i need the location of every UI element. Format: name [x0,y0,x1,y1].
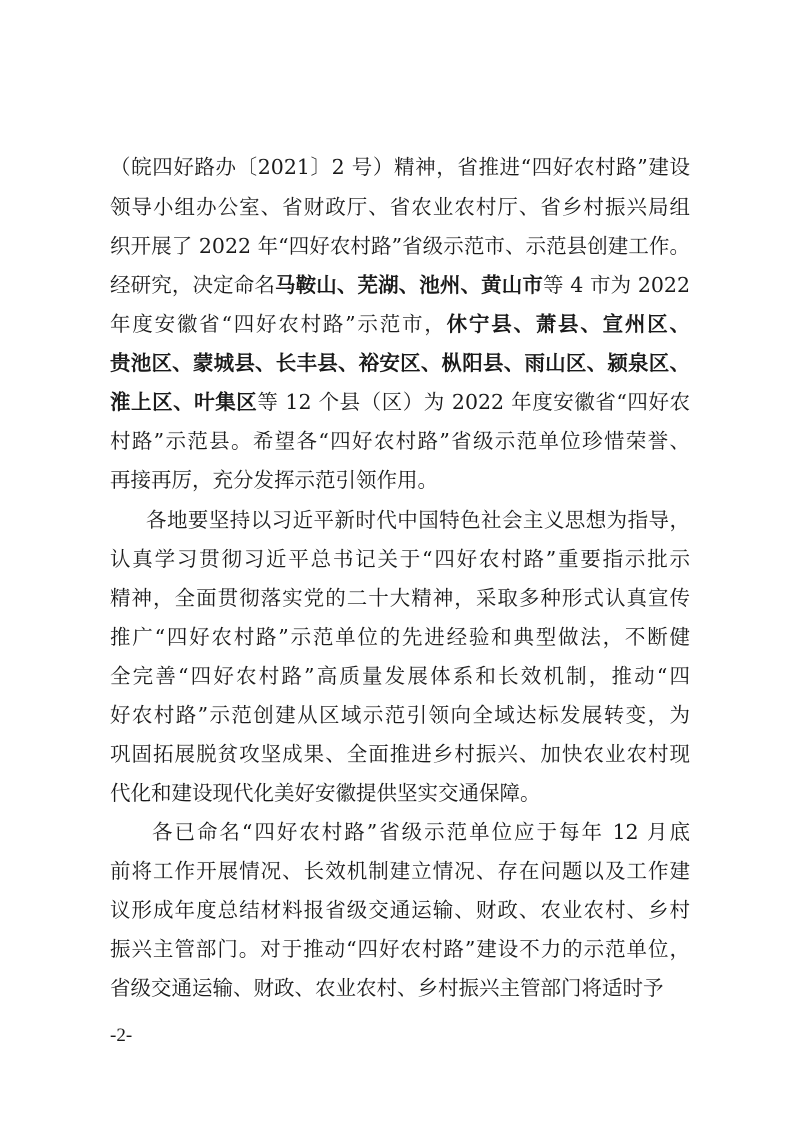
text-line [110,155,690,179]
text-line [110,976,690,1000]
text-line [110,234,690,258]
text-line [110,625,690,649]
text-segment: 领导小组办公室、省财政厅、省农业农村厅、省乡村振兴局组 [110,195,690,219]
text-segment: 精神，全面贯彻落实党的二十大精神，采取多种形式认真宣传 [110,586,690,610]
text-line [110,586,690,610]
text-segment: 省级交通运输、财政、农业农村、乡村振兴主管部门将适时予 [110,976,664,1000]
text-segment: 村路”示范县。希望各“四好农村路”省级示范单位珍惜荣誉、 [110,429,690,453]
text-segment: 各已命名“四好农村路”省级示范单位应于每年 12 月底 [152,820,690,844]
text-line [110,781,690,805]
text-segment: 全完善“四好农村路”高质量发展体系和长效机制，推动“四 [110,664,690,688]
bold-text-segment: 马鞍山、芜湖、池州、黄山市 [274,273,544,297]
text-segment: （皖四好路办〔2021〕2 号）精神，省推进“四好农村路”建设 [110,155,690,179]
text-line [110,273,690,297]
bold-text-segment: 贵池区、蒙城县、长丰县、裕安区、枞阳县、雨山区、颍泉区、 [110,351,690,375]
text-segment: 巩固拓展脱贫攻坚成果、全面推进乡村振兴、加快农业农村现 [110,742,690,766]
text-segment: 好农村路”示范创建从区域示范引领向全域达标发展转变，为 [110,703,690,727]
bold-text-segment: 休宁县、萧县、宣州区、 [446,312,690,336]
text-line [110,429,690,453]
page-number: -2- [110,1025,133,1046]
text-segment: 认真学习贯彻习近平总书记关于“四好农村路”重要指示批示 [110,547,690,571]
text-segment: 等 12 个县（区）为 2022 年度安徽省“四好农 [257,390,690,414]
text-line [110,742,690,766]
text-line [110,547,690,571]
text-segment: 前将工作开展情况、长效机制建立情况、存在问题以及工作建 [110,859,690,883]
text-segment: 各地要坚持以习近平新时代中国特色社会主义思想为指导， [146,508,690,532]
text-line [110,351,690,375]
text-line [110,898,690,922]
text-line [152,820,690,844]
text-segment: 议形成年度总结材料报省级交通运输、财政、农业农村、乡村 [110,898,690,922]
text-line [110,390,690,414]
text-line [110,195,690,219]
text-segment: 振兴主管部门。对于推动“四好农村路”建设不力的示范单位， [110,937,690,961]
text-line [146,508,690,532]
text-line [110,859,690,883]
text-segment: 再接再厉，充分发挥示范引领作用。 [110,468,438,492]
text-line [110,312,690,336]
text-line [110,703,690,727]
text-line [110,664,690,688]
text-segment: 织开展了 2022 年“四好农村路”省级示范市、示范县创建工作。 [110,234,690,258]
text-segment: 年度安徽省“四好农村路”示范市， [110,312,447,336]
text-segment: 等 4 市为 2022 [543,273,690,297]
text-segment: 经研究，决定命名 [110,273,275,297]
text-line [110,937,690,961]
bold-text-segment: 淮上区、叶集区 [110,390,258,414]
text-segment: 代化和建设现代化美好安徽提供坚实交通保障。 [110,781,541,805]
text-segment: 推广“四好农村路”示范单位的先进经验和典型做法，不断健 [110,625,690,649]
text-line [110,468,690,492]
